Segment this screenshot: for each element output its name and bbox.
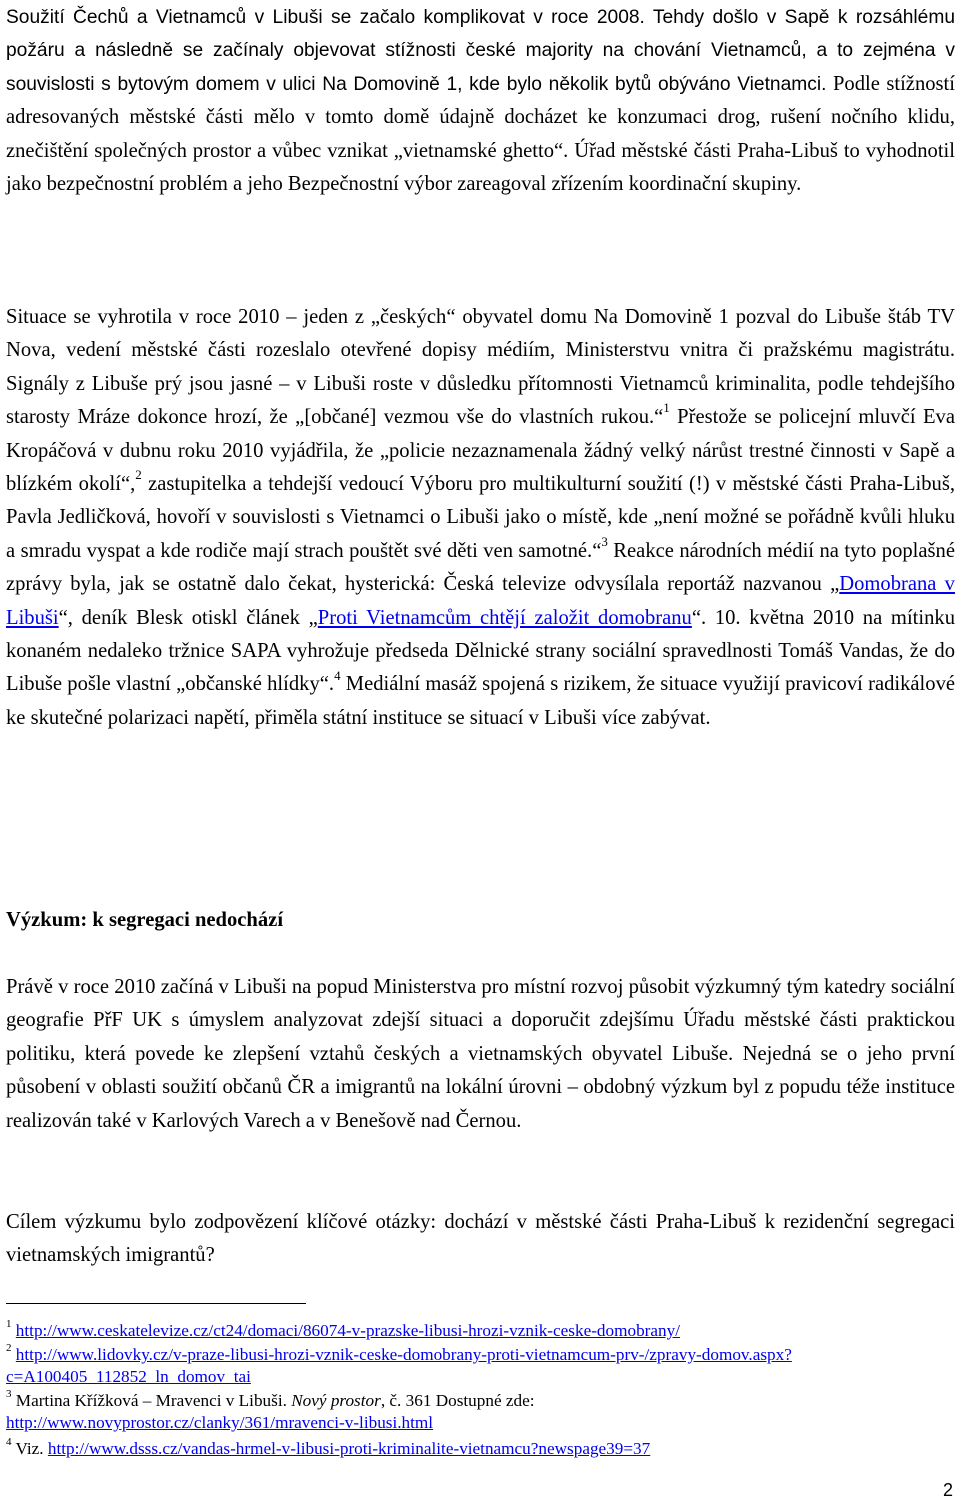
footnote-3-rest: , č. 361 Dostupné zde:: [380, 1391, 535, 1410]
footnote-1-link[interactable]: http://www.ceskatelevize.cz/ct24/domaci/86074-v-prazske-libusi-hrozi-vznik-ceske-domobrany/: [15, 1321, 680, 1340]
paragraph-2-text-3: zastupitelka a tehdejší vedoucí Výboru pro multikulturní soužití (!) v městské části Praha-Libuš, Pavla Jedličková, hovoří v souvislosti s Vietnamci o Libuši jako o místě, kde „není možné se pořádně kvůli hluku a smradu vyspat a kde rodiče mají strach pouštět své děti ven samotné.“: [6, 473, 955, 562]
footnote-2-number: 2: [6, 1342, 12, 1355]
paragraph-1-serif-text: Podle stížností adresovaných městské části mělo v tomto domě údajně docházet ke konzumaci drog, rušení nočního klidu, znečištění společných prostor a vůbec vznikat „vietnamské ghetto“. Úřad městské části Praha-Libuš to vyhodnotil jako bezpečnostní problém a jeho Bezpečnostní výbor zareagoval zřízením koordinační skupiny.: [6, 72, 955, 196]
paragraph-2-text-2: Přestože se policejní mluvčí Eva Kropáčová v dubnu roku 2010 vyjádřila, že „policie nezaznamenala žádný velký nárůst trestné činnosti v Sapě a blízkém okolí“,: [6, 406, 955, 496]
footnote-ref-4: 4: [334, 667, 341, 683]
footnote-separator: [6, 1303, 306, 1304]
section-heading: Výzkum: k segregaci nedochází: [6, 909, 284, 931]
footnote-ref-2: 2: [135, 467, 142, 483]
footnote-2-link[interactable]: http://www.lidovky.cz/v-praze-libusi-hrozi-vznik-ceske-domobrany-proti-vietnamcum-prv-/zpravy-domov.aspx?c=A100405_112852_ln_domov_tai: [6, 1345, 792, 1386]
footnote-ref-1: 1: [663, 400, 670, 416]
paragraph-2-text-7: Mediální masáž spojená s rizikem, že situace využijí pravicoví radikálové ke skutečné polarizaci napětí, přiměla státní instituce se situací v Libuši více zabývat.: [6, 673, 955, 729]
footnote-1: [6, 1320, 956, 1342]
footnote-4-number: 4: [6, 1436, 12, 1449]
footnote-3-link[interactable]: http://www.novyprostor.cz/clanky/361/mravenci-v-libusi.html: [6, 1413, 434, 1432]
footnote-3-author: Martina Křížková – Mravenci v Libuši.: [15, 1391, 292, 1410]
paragraph-2-text-5: “, deník Blesk otiskl článek „: [58, 606, 318, 629]
footnote-4-link[interactable]: http://www.dsss.cz/vandas-hrmel-v-libusi-proti-kriminalite-vietnamcu?newspage39=37: [47, 1439, 651, 1458]
footnote-3-number: 3: [6, 1388, 12, 1401]
footnote-ref-3: 3: [601, 533, 608, 549]
footnote-2: [6, 1344, 956, 1388]
paragraph-2: [6, 301, 955, 735]
paragraph-2-text-6: “. 10. května 2010 na mítinku konaném nedaleko tržnice SAPA vyhrožuje předseda Dělnické strany sociální spravedlnosti Tomáš Vandas, že do Libuše pošle vlastní „občanské hlídky“.: [6, 606, 955, 696]
paragraph-4: Cílem výzkumu bylo zodpovězení klíčové otázky: dochází v městské části Praha-Libuš k rezidenční segregaci vietnamských imigrantů?: [6, 1211, 955, 1267]
page-number: 2: [942, 1480, 953, 1500]
footnote-1-number: 1: [6, 1318, 12, 1331]
footnote-3-journal: Nový prostor: [291, 1391, 381, 1410]
link-domobrana-v-libusi[interactable]: Domobrana v Libuši: [6, 573, 955, 629]
paragraph-3: Právě v roce 2010 začíná v Libuši na popud Ministerstva pro místní rozvoj působit výzkumný tým katedry sociální geografie PřF UK s úmyslem analyzovat zdejší situaci a doporučit zdejšímu Úřadu městské části praktickou politiku, která povede ke zlepšení vztahů českých a vietnamských obyvatel Libuše. Nejedná se o jeho první působení v oblasti soužití občanů ČR a imigrantů na lokální úrovni – obdobný výzkum byl z popudu téže instituce realizován také v Karlových Varech a v Benešově nad Černou.: [6, 976, 955, 1132]
footnote-4: [6, 1438, 956, 1460]
footnote-4-prefix: Viz.: [15, 1439, 48, 1458]
paragraph-1-sans-text: Soužití Čechů a Vietnamců v Libuši se začalo komplikovat v roce 2008. Tehdy došlo v Sapě k rozsáhlému požáru a následně se začínaly objevovat stížnosti české majority na chování Vietnamců, a to zejména v souvislosti s bytovým domem v ulici Na Domovině 1, kde bylo několik bytů obýváno Vietnamci.: [6, 7, 955, 95]
footnote-3: [6, 1390, 956, 1434]
link-proti-vietnamcum[interactable]: Proti Vietnamcům chtějí založit domobranu: [317, 606, 692, 629]
paragraph-2-text-4: Reakce národních médií na tyto poplašné zprávy byla, jak se ostatně dalo čekat, hysterická: Česká televize odvysílala reportáž nazvanou „: [6, 539, 955, 596]
paragraph-2-text-1: Situace se vyhrotila v roce 2010 – jeden z „českých“ obyvatel domu Na Domovině 1 pozval do Libuše štáb TV Nova, vedení městské části rozeslalo otevřené dopisy médiím, Ministerstvu vnitra či pražskému magistrátu. Signály z Libuše prý jsou jasné – v Libuši roste v důsledku přítomnosti Vietnamců kriminalita, podle tehdejšího starosty Mráze dokonce hrozí, že „[občané] vezmou vše do vlastních rukou.“: [6, 306, 955, 429]
paragraph-1: [6, 1, 955, 201]
